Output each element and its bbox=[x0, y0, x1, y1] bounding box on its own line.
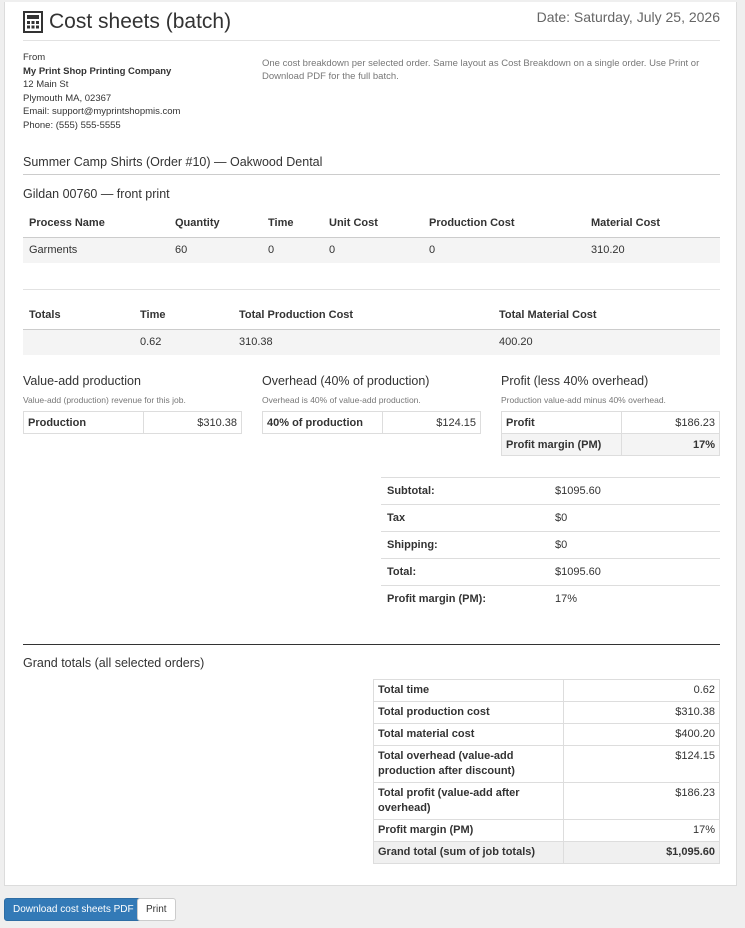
summary-subtotal-label: Subtotal: bbox=[381, 478, 549, 505]
grand-value: 0.62 bbox=[564, 680, 720, 702]
process-table-header bbox=[23, 210, 720, 237]
profit-margin-value: 17% bbox=[622, 434, 720, 456]
table-row bbox=[381, 559, 720, 586]
profit-margin-label: Profit margin (PM) bbox=[502, 434, 622, 456]
col-total-production-cost: Total Production Cost bbox=[233, 302, 493, 329]
from-email: Email: support@myprintshopmis.com bbox=[23, 106, 181, 117]
value-add-heading: Value-add production bbox=[23, 374, 141, 388]
grand-total-value: $1,095.60 bbox=[564, 842, 720, 864]
download-pdf-button[interactable]: Download cost sheets PDF bbox=[4, 898, 143, 921]
cell-process-name: Garments bbox=[23, 237, 169, 263]
table-row bbox=[381, 505, 720, 532]
from-label: From bbox=[23, 52, 46, 63]
from-address2: Plymouth MA, 02367 bbox=[23, 92, 112, 104]
totals-table bbox=[23, 302, 720, 355]
grand-label: Total overhead (value-add production after discount) bbox=[374, 746, 564, 783]
overhead-value: $124.15 bbox=[383, 412, 481, 434]
overhead-table bbox=[262, 411, 481, 434]
table-row bbox=[374, 724, 720, 746]
batch-note: One cost breakdown per selected order. Same layout as Cost Breakdown on a single order. Use Print or Download PDF for the full batch. bbox=[262, 58, 700, 82]
from-company: My Print Shop Printing Company bbox=[23, 65, 172, 77]
value-add-block bbox=[23, 374, 242, 434]
table-row bbox=[374, 783, 720, 820]
page-date: Date: Saturday, July 25, 2026 bbox=[536, 9, 720, 25]
summary-shipping-label: Shipping: bbox=[381, 532, 549, 559]
grand-value: $124.15 bbox=[564, 746, 720, 783]
calculator-icon bbox=[23, 11, 43, 33]
overhead-sub: Overhead is 40% of value-add production. bbox=[262, 395, 421, 405]
summary-total-label: Total: bbox=[381, 559, 549, 586]
value-add-label: Production bbox=[24, 412, 144, 434]
value-add-table bbox=[23, 411, 242, 434]
profit-value: $186.23 bbox=[622, 412, 720, 434]
cell-totals bbox=[23, 329, 134, 355]
divider bbox=[23, 289, 720, 290]
overhead-heading: Overhead (40% of production) bbox=[262, 374, 430, 388]
cell-total-production-cost: 310.38 bbox=[233, 329, 493, 355]
table-row bbox=[24, 412, 242, 434]
profit-heading: Profit (less 40% overhead) bbox=[501, 374, 649, 388]
grand-totals-title: Grand totals (all selected orders) bbox=[23, 656, 205, 670]
cell-material-cost: 310.20 bbox=[585, 237, 720, 263]
table-row bbox=[381, 478, 720, 505]
summary-pm-value: 17% bbox=[549, 586, 720, 613]
title-row bbox=[23, 7, 720, 41]
process-table bbox=[23, 210, 720, 263]
grand-label: Profit margin (PM) bbox=[374, 820, 564, 842]
totals-table-header bbox=[23, 302, 720, 329]
profit-sub: Production value-add minus 40% overhead. bbox=[501, 395, 666, 405]
profit-label: Profit bbox=[502, 412, 622, 434]
overhead-block bbox=[262, 374, 481, 434]
col-time: Time bbox=[262, 210, 323, 237]
table-row bbox=[374, 820, 720, 842]
summary-shipping-value: $0 bbox=[549, 532, 720, 559]
grand-label: Total profit (value-add after overhead) bbox=[374, 783, 564, 820]
col-totals-time: Time bbox=[134, 302, 233, 329]
grand-value: $310.38 bbox=[564, 702, 720, 724]
from-phone: Phone: (555) 555-5555 bbox=[23, 119, 121, 131]
table-row bbox=[374, 702, 720, 724]
table-row bbox=[374, 746, 720, 783]
table-row bbox=[502, 434, 720, 456]
col-production-cost: Production Cost bbox=[423, 210, 585, 237]
col-total-material-cost: Total Material Cost bbox=[493, 302, 720, 329]
col-unit-cost: Unit Cost bbox=[323, 210, 423, 237]
profit-table bbox=[501, 411, 720, 456]
summary-tax-label: Tax bbox=[381, 505, 549, 532]
col-totals: Totals bbox=[23, 302, 134, 329]
col-quantity: Quantity bbox=[169, 210, 262, 237]
overhead-label: 40% of production bbox=[263, 412, 383, 434]
table-row bbox=[381, 586, 720, 613]
summary-tax-value: $0 bbox=[549, 505, 720, 532]
value-add-sub: Value-add (production) revenue for this job. bbox=[23, 395, 186, 405]
col-material-cost: Material Cost bbox=[585, 210, 720, 237]
grand-total-label: Grand total (sum of job totals) bbox=[374, 842, 564, 864]
order-title: Summer Camp Shirts (Order #10) — Oakwood Dental bbox=[23, 155, 720, 175]
grand-label: Total time bbox=[374, 680, 564, 702]
cell-production-cost: 0 bbox=[423, 237, 585, 263]
from-address bbox=[23, 51, 180, 132]
table-row bbox=[381, 532, 720, 559]
grand-label: Total material cost bbox=[374, 724, 564, 746]
profit-block bbox=[501, 374, 720, 456]
summary-pm-label: Profit margin (PM): bbox=[381, 586, 549, 613]
grand-totals-table bbox=[373, 679, 720, 864]
summary-subtotal-value: $1095.60 bbox=[549, 478, 720, 505]
grand-divider bbox=[23, 644, 720, 645]
from-address1: 12 Main St bbox=[23, 79, 69, 90]
cell-time: 0 bbox=[262, 237, 323, 263]
grand-label: Total production cost bbox=[374, 702, 564, 724]
cell-unit-cost: 0 bbox=[323, 237, 423, 263]
cell-quantity: 60 bbox=[169, 237, 262, 263]
cost-sheets-panel bbox=[4, 2, 737, 886]
table-row bbox=[23, 329, 720, 355]
table-row bbox=[374, 680, 720, 702]
print-button[interactable]: Print bbox=[137, 898, 176, 921]
table-row bbox=[23, 237, 720, 263]
table-row bbox=[263, 412, 481, 434]
table-row bbox=[374, 842, 720, 864]
grand-value: 17% bbox=[564, 820, 720, 842]
value-add-value: $310.38 bbox=[144, 412, 242, 434]
cell-total-material-cost: 400.20 bbox=[493, 329, 720, 355]
grand-value: $186.23 bbox=[564, 783, 720, 820]
table-row bbox=[502, 412, 720, 434]
col-process-name: Process Name bbox=[23, 210, 169, 237]
order-summary-table bbox=[381, 477, 720, 613]
grand-value: $400.20 bbox=[564, 724, 720, 746]
product-title: Gildan 00760 — front print bbox=[23, 187, 170, 201]
page-title: Cost sheets (batch) bbox=[49, 10, 232, 33]
cell-totals-time: 0.62 bbox=[134, 329, 233, 355]
summary-total-value: $1095.60 bbox=[549, 559, 720, 586]
